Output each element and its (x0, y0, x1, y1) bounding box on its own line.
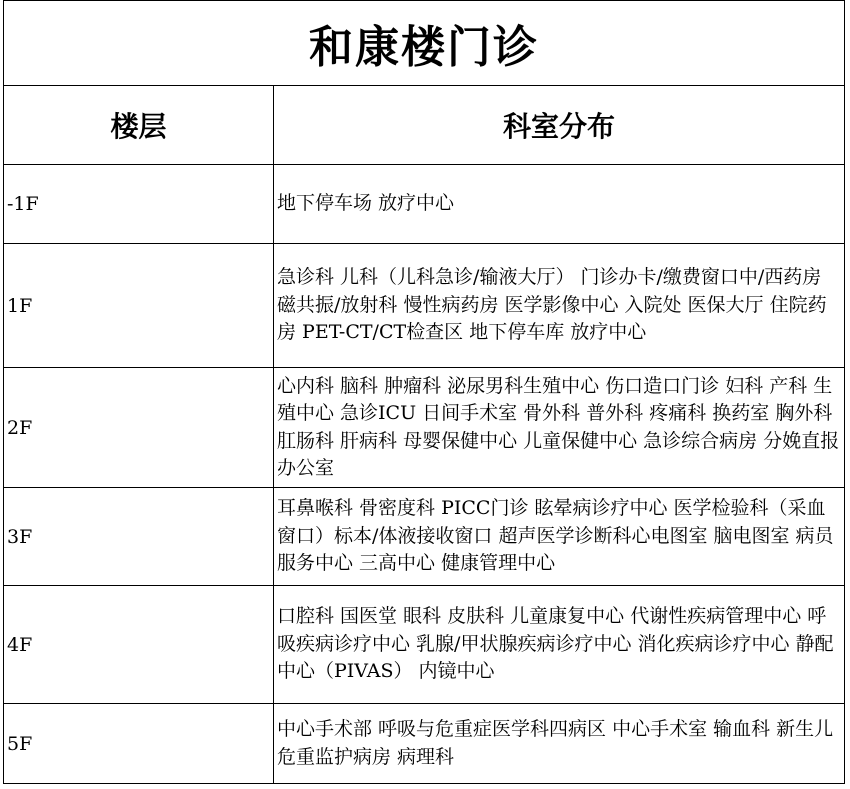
floor-directory-table (3, 0, 845, 784)
department-list: 急诊科 儿科（儿科急诊/输液大厅） 门诊办卡/缴费窗口中/西药房 磁共振/放射科 慢性病药房 医学影像中心 入院处 医保大厅 住院药房 PET-CT/CT检查区 地下停车库 放疗中心 (274, 244, 845, 368)
department-list: 口腔科 国医堂 眼科 皮肤科 儿童康复中心 代谢性疾病管理中心 呼吸疾病诊疗中心 乳腺/甲状腺疾病诊疗中心 消化疾病诊疗中心 静配中心（PIVAS） 内镜中心 (274, 586, 845, 704)
table-row (4, 244, 845, 368)
table-row (4, 704, 845, 784)
floor-label: 5F (4, 704, 274, 784)
title-row (4, 1, 845, 86)
header-floor: 楼层 (4, 86, 274, 165)
department-list: 耳鼻喉科 骨密度科 PICC门诊 眩晕病诊疗中心 医学检验科（采血窗口）标本/体液接收窗口 超声医学诊断科心电图室 脑电图室 病员服务中心 三高中心 健康管理中心 (274, 488, 845, 586)
table-row (4, 368, 845, 488)
header-row (4, 86, 845, 165)
header-departments: 科室分布 (274, 86, 845, 165)
department-list: 地下停车场 放疗中心 (274, 165, 845, 244)
department-list: 心内科 脑科 肿瘤科 泌尿男科生殖中心 伤口造口门诊 妇科 产科 生殖中心 急诊ICU 日间手术室 骨外科 普外科 疼痛科 换药室 胸外科 肛肠科 肝病科 母婴保健中心 儿童保健中心 急诊综合病房 分娩直报办公室 (274, 368, 845, 488)
department-list: 中心手术部 呼吸与危重症医学科四病区 中心手术室 输血科 新生儿危重监护病房 病理科 (274, 704, 845, 784)
table-row (4, 586, 845, 704)
floor-label: 1F (4, 244, 274, 368)
table-row (4, 488, 845, 586)
floor-label: 4F (4, 586, 274, 704)
floor-label: -1F (4, 165, 274, 244)
floor-label: 2F (4, 368, 274, 488)
table-row (4, 165, 845, 244)
page-title: 和康楼门诊 (4, 1, 845, 86)
floor-label: 3F (4, 488, 274, 586)
